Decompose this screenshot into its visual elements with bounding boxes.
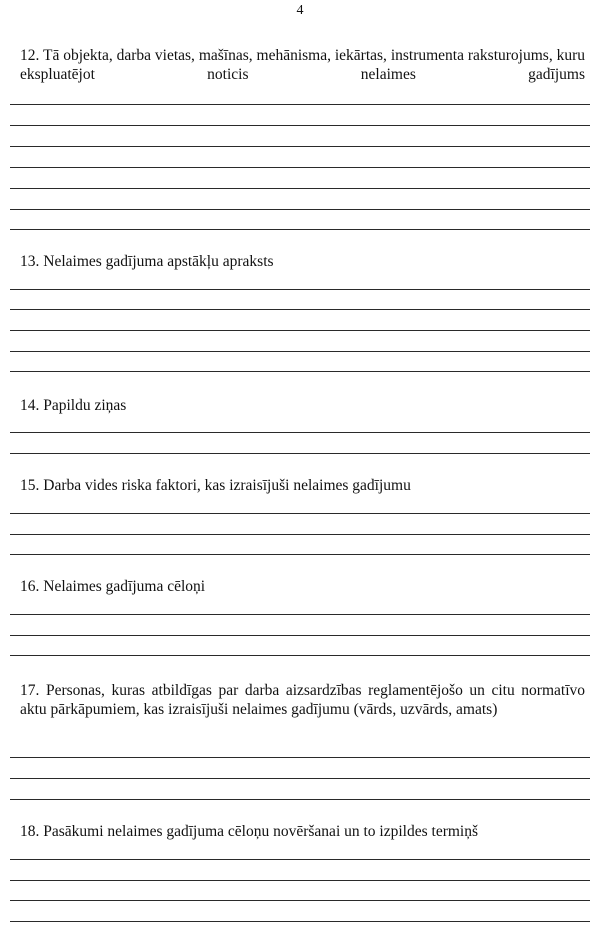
section-17-text: Personas, kuras atbildīgas par darba aizsardzības reglamentējošo un citu normatīvo aktu pārkāpumiem, kas izraisījuši nelaimes gadījumu (vārds, uzvārds, amats) bbox=[20, 682, 585, 718]
section-17-answer-line[interactable] bbox=[10, 757, 590, 758]
section-14-answer-line[interactable] bbox=[10, 432, 590, 433]
section-15-answer-line[interactable] bbox=[10, 554, 590, 555]
section-17-answer-line[interactable] bbox=[10, 799, 590, 800]
section-13-text: Nelaimes gadījuma apstākļu apraksts bbox=[43, 253, 274, 270]
section-12-number: 12. bbox=[20, 47, 40, 64]
section-12-answer-line[interactable] bbox=[10, 125, 590, 126]
section-12-answer-line[interactable] bbox=[10, 229, 590, 230]
section-18-text: Pasākumi nelaimes gadījuma cēloņu novēršanai un to izpildes termiņš bbox=[43, 823, 479, 840]
section-13-answer-line[interactable] bbox=[10, 330, 590, 331]
section-15-text: Darba vides riska faktori, kas izraisījuši nelaimes gadījumu bbox=[43, 477, 411, 494]
section-14-heading bbox=[20, 396, 585, 415]
section-12-answer-line[interactable] bbox=[10, 104, 590, 105]
section-18-answer-line[interactable] bbox=[10, 921, 590, 922]
section-15-answer-line[interactable] bbox=[10, 534, 590, 535]
section-16-number: 16. bbox=[20, 578, 40, 595]
section-14-answer-line[interactable] bbox=[10, 453, 590, 454]
section-13-number: 13. bbox=[20, 253, 40, 270]
section-14-number: 14. bbox=[20, 397, 40, 414]
section-16-answer-line[interactable] bbox=[10, 635, 590, 636]
section-13-heading bbox=[20, 252, 585, 271]
section-16-answer-line[interactable] bbox=[10, 655, 590, 656]
section-18-number: 18. bbox=[20, 823, 40, 840]
section-16-heading bbox=[20, 577, 585, 596]
section-17-number: 17. bbox=[20, 682, 40, 699]
section-16-answer-line[interactable] bbox=[10, 614, 590, 615]
section-12-heading bbox=[20, 46, 585, 84]
section-13-answer-line[interactable] bbox=[10, 309, 590, 310]
section-18-answer-line[interactable] bbox=[10, 900, 590, 901]
section-12-text: Tā objekta, darba vietas, mašīnas, mehānisma, iekārtas, instrumenta raksturojums, kuru ekspluatējot noticis nelaimes gadījums bbox=[20, 47, 585, 83]
section-14-text: Papildu ziņas bbox=[43, 397, 127, 414]
section-17-answer-line[interactable] bbox=[10, 778, 590, 779]
section-17-heading bbox=[20, 681, 585, 719]
section-18-answer-line[interactable] bbox=[10, 859, 590, 860]
section-12-answer-line[interactable] bbox=[10, 188, 590, 189]
section-13-answer-line[interactable] bbox=[10, 289, 590, 290]
section-15-answer-line[interactable] bbox=[10, 513, 590, 514]
section-12-answer-line[interactable] bbox=[10, 209, 590, 210]
section-13-answer-line[interactable] bbox=[10, 351, 590, 352]
section-12-answer-line[interactable] bbox=[10, 167, 590, 168]
section-15-heading bbox=[20, 476, 585, 495]
section-16-text: Nelaimes gadījuma cēloņi bbox=[43, 578, 206, 595]
section-13-answer-line[interactable] bbox=[10, 371, 590, 372]
page-number: 4 bbox=[296, 3, 304, 18]
section-18-heading bbox=[20, 822, 585, 841]
section-15-number: 15. bbox=[20, 477, 40, 494]
section-12-answer-line[interactable] bbox=[10, 146, 590, 147]
section-18-answer-line[interactable] bbox=[10, 880, 590, 881]
